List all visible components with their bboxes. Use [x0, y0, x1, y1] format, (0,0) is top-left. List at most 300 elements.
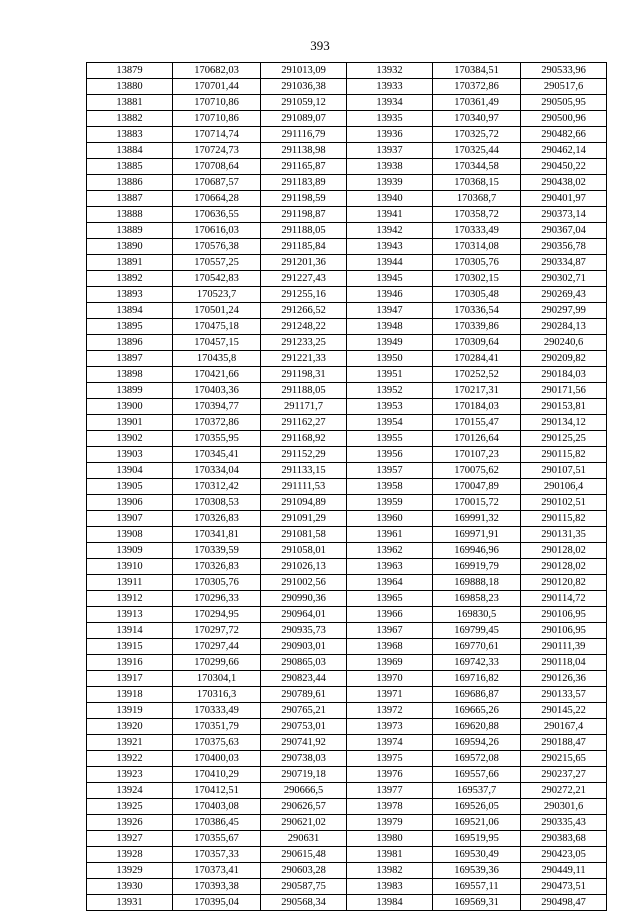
point-number-right-cell: 13934: [347, 95, 433, 111]
point-number-right-cell: 13940: [347, 191, 433, 207]
x-coordinate-right-cell: 170252,52: [433, 367, 521, 383]
point-number-left-cell: 13927: [87, 831, 173, 847]
point-number-left-cell: 13921: [87, 735, 173, 751]
x-coordinate-right-cell: 169716,82: [433, 671, 521, 687]
y-coordinate-right-cell: 290356,78: [521, 239, 607, 255]
point-number-right-cell: 13974: [347, 735, 433, 751]
table-row: [87, 703, 607, 719]
point-number-right-cell: 13954: [347, 415, 433, 431]
table-row: [87, 639, 607, 655]
table-row: [87, 783, 607, 799]
table-row: [87, 799, 607, 815]
point-number-left-cell: 13887: [87, 191, 173, 207]
table-row: [87, 671, 607, 687]
table-row: [87, 623, 607, 639]
y-coordinate-left-cell: 291133,15: [261, 463, 347, 479]
x-coordinate-right-cell: 169557,11: [433, 879, 521, 895]
y-coordinate-right-cell: 290131,35: [521, 527, 607, 543]
point-number-right-cell: 13946: [347, 287, 433, 303]
x-coordinate-right-cell: 170155,47: [433, 415, 521, 431]
y-coordinate-right-cell: 290284,13: [521, 319, 607, 335]
y-coordinate-right-cell: 290114,72: [521, 591, 607, 607]
x-coordinate-left-cell: 170294,95: [173, 607, 261, 623]
y-coordinate-right-cell: 290367,04: [521, 223, 607, 239]
point-number-right-cell: 13963: [347, 559, 433, 575]
x-coordinate-right-cell: 170126,64: [433, 431, 521, 447]
x-coordinate-left-cell: 170333,49: [173, 703, 261, 719]
x-coordinate-left-cell: 170710,86: [173, 111, 261, 127]
table-row: [87, 847, 607, 863]
table-row: [87, 287, 607, 303]
y-coordinate-right-cell: 290473,51: [521, 879, 607, 895]
y-coordinate-left-cell: 291171,7: [261, 399, 347, 415]
table-row: [87, 895, 607, 911]
point-number-right-cell: 13973: [347, 719, 433, 735]
x-coordinate-left-cell: 170393,38: [173, 879, 261, 895]
x-coordinate-right-cell: 170344,58: [433, 159, 521, 175]
x-coordinate-right-cell: 170302,15: [433, 271, 521, 287]
y-coordinate-right-cell: 290167,4: [521, 719, 607, 735]
x-coordinate-right-cell: 169799,45: [433, 623, 521, 639]
point-number-left-cell: 13884: [87, 143, 173, 159]
y-coordinate-left-cell: 290765,21: [261, 703, 347, 719]
point-number-right-cell: 13944: [347, 255, 433, 271]
table-row: [87, 607, 607, 623]
y-coordinate-right-cell: 290215,65: [521, 751, 607, 767]
point-number-right-cell: 13935: [347, 111, 433, 127]
table-row: [87, 511, 607, 527]
point-number-right-cell: 13971: [347, 687, 433, 703]
coordinates-table: [86, 62, 607, 911]
y-coordinate-left-cell: 291185,84: [261, 239, 347, 255]
x-coordinate-left-cell: 170299,66: [173, 655, 261, 671]
table-row: [87, 527, 607, 543]
x-coordinate-left-cell: 170355,67: [173, 831, 261, 847]
table-row: [87, 831, 607, 847]
y-coordinate-left-cell: 291094,89: [261, 495, 347, 511]
y-coordinate-left-cell: 291183,89: [261, 175, 347, 191]
y-coordinate-left-cell: 291081,58: [261, 527, 347, 543]
table-row: [87, 479, 607, 495]
table-row: [87, 543, 607, 559]
x-coordinate-left-cell: 170400,03: [173, 751, 261, 767]
x-coordinate-left-cell: 170312,42: [173, 479, 261, 495]
point-number-left-cell: 13911: [87, 575, 173, 591]
y-coordinate-right-cell: 290106,4: [521, 479, 607, 495]
point-number-left-cell: 13902: [87, 431, 173, 447]
point-number-left-cell: 13919: [87, 703, 173, 719]
y-coordinate-left-cell: 290823,44: [261, 671, 347, 687]
point-number-left-cell: 13928: [87, 847, 173, 863]
x-coordinate-right-cell: 170325,44: [433, 143, 521, 159]
point-number-left-cell: 13894: [87, 303, 173, 319]
x-coordinate-right-cell: 169665,26: [433, 703, 521, 719]
point-number-left-cell: 13900: [87, 399, 173, 415]
point-number-right-cell: 13982: [347, 863, 433, 879]
table-row: [87, 495, 607, 511]
y-coordinate-left-cell: 291165,87: [261, 159, 347, 175]
y-coordinate-left-cell: 291138,98: [261, 143, 347, 159]
y-coordinate-left-cell: 290935,73: [261, 623, 347, 639]
table-row: [87, 415, 607, 431]
point-number-left-cell: 13893: [87, 287, 173, 303]
point-number-left-cell: 13903: [87, 447, 173, 463]
y-coordinate-left-cell: 291233,25: [261, 335, 347, 351]
point-number-right-cell: 13965: [347, 591, 433, 607]
point-number-left-cell: 13890: [87, 239, 173, 255]
y-coordinate-left-cell: 291162,27: [261, 415, 347, 431]
y-coordinate-right-cell: 290335,43: [521, 815, 607, 831]
x-coordinate-left-cell: 170316,3: [173, 687, 261, 703]
x-coordinate-left-cell: 170308,53: [173, 495, 261, 511]
y-coordinate-left-cell: 291198,59: [261, 191, 347, 207]
x-coordinate-right-cell: 170340,97: [433, 111, 521, 127]
point-number-right-cell: 13968: [347, 639, 433, 655]
point-number-left-cell: 13913: [87, 607, 173, 623]
point-number-left-cell: 13901: [87, 415, 173, 431]
y-coordinate-left-cell: 291152,29: [261, 447, 347, 463]
point-number-left-cell: 13923: [87, 767, 173, 783]
x-coordinate-right-cell: 170368,15: [433, 175, 521, 191]
x-coordinate-left-cell: 170710,86: [173, 95, 261, 111]
y-coordinate-right-cell: 290450,22: [521, 159, 607, 175]
x-coordinate-left-cell: 170412,51: [173, 783, 261, 799]
y-coordinate-left-cell: 291227,43: [261, 271, 347, 287]
y-coordinate-right-cell: 290334,87: [521, 255, 607, 271]
point-number-right-cell: 13947: [347, 303, 433, 319]
point-number-right-cell: 13962: [347, 543, 433, 559]
y-coordinate-right-cell: 290498,47: [521, 895, 607, 911]
y-coordinate-right-cell: 290301,6: [521, 799, 607, 815]
x-coordinate-left-cell: 170724,73: [173, 143, 261, 159]
y-coordinate-left-cell: 291013,09: [261, 63, 347, 79]
y-coordinate-right-cell: 290106,95: [521, 623, 607, 639]
point-number-right-cell: 13956: [347, 447, 433, 463]
y-coordinate-left-cell: 290719,18: [261, 767, 347, 783]
x-coordinate-right-cell: 170339,86: [433, 319, 521, 335]
x-coordinate-left-cell: 170339,59: [173, 543, 261, 559]
point-number-right-cell: 13969: [347, 655, 433, 671]
y-coordinate-right-cell: 290240,6: [521, 335, 607, 351]
x-coordinate-right-cell: 170361,49: [433, 95, 521, 111]
point-number-left-cell: 13920: [87, 719, 173, 735]
point-number-left-cell: 13914: [87, 623, 173, 639]
y-coordinate-left-cell: 291111,53: [261, 479, 347, 495]
x-coordinate-left-cell: 170341,81: [173, 527, 261, 543]
x-coordinate-left-cell: 170403,08: [173, 799, 261, 815]
point-number-left-cell: 13930: [87, 879, 173, 895]
point-number-right-cell: 13967: [347, 623, 433, 639]
x-coordinate-right-cell: 170075,62: [433, 463, 521, 479]
table-row: [87, 735, 607, 751]
x-coordinate-left-cell: 170714,74: [173, 127, 261, 143]
point-number-right-cell: 13945: [347, 271, 433, 287]
table-row: [87, 879, 607, 895]
y-coordinate-left-cell: 290753,01: [261, 719, 347, 735]
y-coordinate-right-cell: 290297,99: [521, 303, 607, 319]
point-number-right-cell: 13936: [347, 127, 433, 143]
table-row: [87, 575, 607, 591]
x-coordinate-left-cell: 170372,86: [173, 415, 261, 431]
x-coordinate-left-cell: 170701,44: [173, 79, 261, 95]
y-coordinate-right-cell: 290383,68: [521, 831, 607, 847]
x-coordinate-left-cell: 170410,29: [173, 767, 261, 783]
x-coordinate-right-cell: 170314,08: [433, 239, 521, 255]
x-coordinate-right-cell: 170384,51: [433, 63, 521, 79]
y-coordinate-left-cell: 291198,31: [261, 367, 347, 383]
point-number-right-cell: 13976: [347, 767, 433, 783]
point-number-right-cell: 13955: [347, 431, 433, 447]
x-coordinate-left-cell: 170708,64: [173, 159, 261, 175]
point-number-right-cell: 13958: [347, 479, 433, 495]
point-number-right-cell: 13943: [347, 239, 433, 255]
y-coordinate-left-cell: 291059,12: [261, 95, 347, 111]
point-number-right-cell: 13951: [347, 367, 433, 383]
table-row: [87, 447, 607, 463]
y-coordinate-left-cell: 291221,33: [261, 351, 347, 367]
table-row: [87, 383, 607, 399]
y-coordinate-right-cell: 290133,57: [521, 687, 607, 703]
x-coordinate-right-cell: 169686,87: [433, 687, 521, 703]
y-coordinate-right-cell: 290102,51: [521, 495, 607, 511]
point-number-right-cell: 13961: [347, 527, 433, 543]
x-coordinate-left-cell: 170394,77: [173, 399, 261, 415]
x-coordinate-right-cell: 170047,89: [433, 479, 521, 495]
point-number-left-cell: 13897: [87, 351, 173, 367]
point-number-left-cell: 13882: [87, 111, 173, 127]
table-row: [87, 399, 607, 415]
x-coordinate-right-cell: 170305,48: [433, 287, 521, 303]
point-number-left-cell: 13885: [87, 159, 173, 175]
point-number-right-cell: 13981: [347, 847, 433, 863]
y-coordinate-left-cell: 290615,48: [261, 847, 347, 863]
x-coordinate-right-cell: 170217,31: [433, 383, 521, 399]
point-number-left-cell: 13924: [87, 783, 173, 799]
x-coordinate-left-cell: 170334,04: [173, 463, 261, 479]
table-row: [87, 63, 607, 79]
point-number-left-cell: 13898: [87, 367, 173, 383]
x-coordinate-right-cell: 170372,86: [433, 79, 521, 95]
point-number-right-cell: 13938: [347, 159, 433, 175]
table-row: [87, 207, 607, 223]
y-coordinate-left-cell: 290587,75: [261, 879, 347, 895]
y-coordinate-left-cell: 290626,57: [261, 799, 347, 815]
x-coordinate-right-cell: 170336,54: [433, 303, 521, 319]
x-coordinate-left-cell: 170421,66: [173, 367, 261, 383]
y-coordinate-right-cell: 290423,05: [521, 847, 607, 863]
y-coordinate-left-cell: 291036,38: [261, 79, 347, 95]
x-coordinate-left-cell: 170357,33: [173, 847, 261, 863]
x-coordinate-right-cell: 169770,61: [433, 639, 521, 655]
point-number-left-cell: 13917: [87, 671, 173, 687]
table-row: [87, 319, 607, 335]
x-coordinate-left-cell: 170475,18: [173, 319, 261, 335]
point-number-left-cell: 13886: [87, 175, 173, 191]
point-number-left-cell: 13881: [87, 95, 173, 111]
table-row: [87, 143, 607, 159]
y-coordinate-right-cell: 290171,56: [521, 383, 607, 399]
x-coordinate-left-cell: 170304,1: [173, 671, 261, 687]
y-coordinate-right-cell: 290145,22: [521, 703, 607, 719]
x-coordinate-left-cell: 170296,33: [173, 591, 261, 607]
y-coordinate-right-cell: 290533,96: [521, 63, 607, 79]
x-coordinate-left-cell: 170345,41: [173, 447, 261, 463]
point-number-right-cell: 13942: [347, 223, 433, 239]
point-number-right-cell: 13950: [347, 351, 433, 367]
y-coordinate-left-cell: 290621,02: [261, 815, 347, 831]
x-coordinate-left-cell: 170664,28: [173, 191, 261, 207]
point-number-left-cell: 13910: [87, 559, 173, 575]
point-number-right-cell: 13953: [347, 399, 433, 415]
point-number-right-cell: 13980: [347, 831, 433, 847]
x-coordinate-left-cell: 170373,41: [173, 863, 261, 879]
x-coordinate-left-cell: 170557,25: [173, 255, 261, 271]
table-row: [87, 335, 607, 351]
x-coordinate-left-cell: 170523,7: [173, 287, 261, 303]
point-number-left-cell: 13892: [87, 271, 173, 287]
point-number-left-cell: 13889: [87, 223, 173, 239]
y-coordinate-right-cell: 290209,82: [521, 351, 607, 367]
point-number-left-cell: 13895: [87, 319, 173, 335]
y-coordinate-right-cell: 290120,82: [521, 575, 607, 591]
table-row: [87, 303, 607, 319]
x-coordinate-left-cell: 170386,45: [173, 815, 261, 831]
y-coordinate-right-cell: 290401,97: [521, 191, 607, 207]
y-coordinate-left-cell: 291026,13: [261, 559, 347, 575]
x-coordinate-right-cell: 169919,79: [433, 559, 521, 575]
table-row: [87, 431, 607, 447]
y-coordinate-left-cell: 291089,07: [261, 111, 347, 127]
y-coordinate-left-cell: 291188,05: [261, 223, 347, 239]
y-coordinate-left-cell: 290865,03: [261, 655, 347, 671]
x-coordinate-right-cell: 169594,26: [433, 735, 521, 751]
point-number-right-cell: 13937: [347, 143, 433, 159]
point-number-left-cell: 13880: [87, 79, 173, 95]
point-number-left-cell: 13888: [87, 207, 173, 223]
table-row: [87, 127, 607, 143]
y-coordinate-right-cell: 290482,66: [521, 127, 607, 143]
x-coordinate-right-cell: 169557,66: [433, 767, 521, 783]
y-coordinate-right-cell: 290128,02: [521, 559, 607, 575]
x-coordinate-left-cell: 170435,8: [173, 351, 261, 367]
x-coordinate-right-cell: 170284,41: [433, 351, 521, 367]
point-number-right-cell: 13957: [347, 463, 433, 479]
y-coordinate-left-cell: 290631: [261, 831, 347, 847]
x-coordinate-left-cell: 170682,03: [173, 63, 261, 79]
point-number-left-cell: 13912: [87, 591, 173, 607]
x-coordinate-right-cell: 169742,33: [433, 655, 521, 671]
coordinates-table-body: [87, 63, 607, 911]
y-coordinate-right-cell: 290269,43: [521, 287, 607, 303]
x-coordinate-left-cell: 170297,72: [173, 623, 261, 639]
table-row: [87, 463, 607, 479]
x-coordinate-left-cell: 170351,79: [173, 719, 261, 735]
x-coordinate-left-cell: 170395,04: [173, 895, 261, 911]
table-row: [87, 719, 607, 735]
point-number-right-cell: 13959: [347, 495, 433, 511]
y-coordinate-right-cell: 290449,11: [521, 863, 607, 879]
x-coordinate-right-cell: 169888,18: [433, 575, 521, 591]
y-coordinate-right-cell: 290118,04: [521, 655, 607, 671]
y-coordinate-right-cell: 290438,02: [521, 175, 607, 191]
y-coordinate-right-cell: 290373,14: [521, 207, 607, 223]
x-coordinate-right-cell: 170184,03: [433, 399, 521, 415]
point-number-left-cell: 13891: [87, 255, 173, 271]
x-coordinate-left-cell: 170326,83: [173, 511, 261, 527]
x-coordinate-right-cell: 170325,72: [433, 127, 521, 143]
y-coordinate-right-cell: 290505,95: [521, 95, 607, 111]
x-coordinate-left-cell: 170326,83: [173, 559, 261, 575]
x-coordinate-left-cell: 170403,36: [173, 383, 261, 399]
y-coordinate-left-cell: 291058,01: [261, 543, 347, 559]
x-coordinate-right-cell: 169526,05: [433, 799, 521, 815]
x-coordinate-left-cell: 170297,44: [173, 639, 261, 655]
table-row: [87, 351, 607, 367]
point-number-right-cell: 13960: [347, 511, 433, 527]
table-row: [87, 271, 607, 287]
y-coordinate-left-cell: 291116,79: [261, 127, 347, 143]
table-row: [87, 751, 607, 767]
x-coordinate-right-cell: 169521,06: [433, 815, 521, 831]
point-number-left-cell: 13916: [87, 655, 173, 671]
x-coordinate-right-cell: 169971,91: [433, 527, 521, 543]
table-row: [87, 591, 607, 607]
x-coordinate-left-cell: 170375,63: [173, 735, 261, 751]
point-number-right-cell: 13948: [347, 319, 433, 335]
x-coordinate-right-cell: 170015,72: [433, 495, 521, 511]
point-number-left-cell: 13909: [87, 543, 173, 559]
page-number: 393: [310, 38, 330, 53]
point-number-right-cell: 13933: [347, 79, 433, 95]
y-coordinate-left-cell: 291188,05: [261, 383, 347, 399]
y-coordinate-left-cell: 291266,52: [261, 303, 347, 319]
x-coordinate-left-cell: 170616,03: [173, 223, 261, 239]
y-coordinate-right-cell: 290115,82: [521, 511, 607, 527]
point-number-left-cell: 13925: [87, 799, 173, 815]
x-coordinate-right-cell: 169991,32: [433, 511, 521, 527]
y-coordinate-right-cell: 290462,14: [521, 143, 607, 159]
y-coordinate-left-cell: 290964,01: [261, 607, 347, 623]
x-coordinate-right-cell: 170107,23: [433, 447, 521, 463]
point-number-left-cell: 13883: [87, 127, 173, 143]
point-number-left-cell: 13918: [87, 687, 173, 703]
point-number-left-cell: 13908: [87, 527, 173, 543]
y-coordinate-right-cell: 290517,6: [521, 79, 607, 95]
point-number-right-cell: 13978: [347, 799, 433, 815]
x-coordinate-right-cell: 169830,5: [433, 607, 521, 623]
y-coordinate-left-cell: 290789,61: [261, 687, 347, 703]
point-number-right-cell: 13952: [347, 383, 433, 399]
point-number-right-cell: 13972: [347, 703, 433, 719]
table-row: [87, 687, 607, 703]
point-number-right-cell: 13939: [347, 175, 433, 191]
point-number-right-cell: 13975: [347, 751, 433, 767]
y-coordinate-right-cell: 290188,47: [521, 735, 607, 751]
y-coordinate-right-cell: 290126,36: [521, 671, 607, 687]
x-coordinate-right-cell: 169530,49: [433, 847, 521, 863]
table-row: [87, 559, 607, 575]
point-number-right-cell: 13977: [347, 783, 433, 799]
y-coordinate-left-cell: 291201,36: [261, 255, 347, 271]
point-number-left-cell: 13906: [87, 495, 173, 511]
y-coordinate-right-cell: 290134,12: [521, 415, 607, 431]
x-coordinate-right-cell: 169537,7: [433, 783, 521, 799]
point-number-left-cell: 13896: [87, 335, 173, 351]
x-coordinate-left-cell: 170457,15: [173, 335, 261, 351]
y-coordinate-right-cell: 290128,02: [521, 543, 607, 559]
table-row: [87, 239, 607, 255]
y-coordinate-left-cell: 291255,16: [261, 287, 347, 303]
